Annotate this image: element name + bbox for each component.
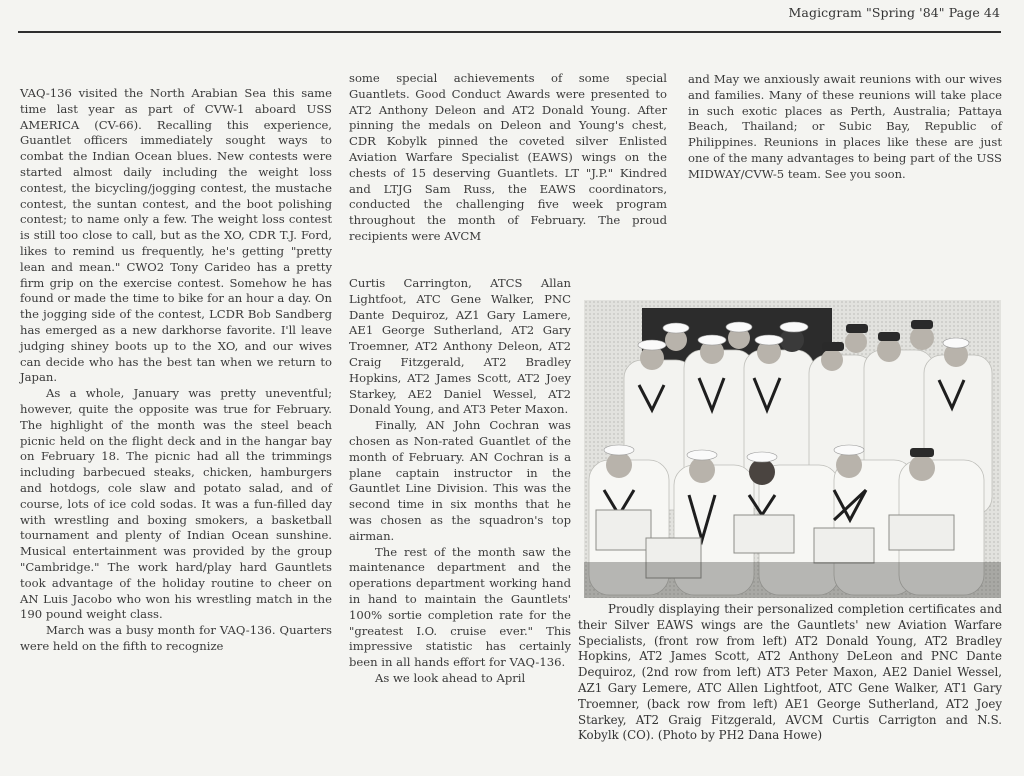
article-column-2 [349,276,571,687]
paragraph: Finally, AN John Cochran was chosen as Non-rated Guantlet of the month of February. AN Cochran is a plane captain instructor in the Gauntlet Line Division. This was the second time in six months that he was chosen as the squadron's top airman. [349,418,571,543]
certificate [889,515,954,550]
header-rule [18,31,1001,33]
paragraph: March was a busy month for VAQ-136. Quarters were held on the fifth to recognize [20,623,332,653]
photo-caption [578,602,1002,744]
article-column-1 [20,86,332,655]
paragraph: VAQ-136 visited the North Arabian Sea this same time last year as part of CVW-1 aboard USS AMERICA (CV-66). Recalling this experience, Guantlet officers immediately sought ways to combat the Indian Ocean blues. New contests were started almost daily including the weight loss contest, the bicycling/jogging contest, the mustache contest, the suntan contest, and the boot polishing contest; to name only a few. The weight loss contest is still too close to call, but as the XO, CDR T.J. Ford, likes to remind us frequently, he's getting "pretty lean and mean." CWO2 Tony Carideo has a pretty firm grip on the exercise contest. Somehow he has found or made the time to bike for an hour a day. On the jogging side of the contest, LCDR Bob Sandberg has emerged as a new darkhorse favorite. I'll leave judging shiney boots up to the XO, and our wives can decide who has the best tan when we return to Japan. [20,86,332,385]
paragraph: The rest of the month saw the maintenance department and the operations department working hand in hand to maintain the Gauntlets' 100% sortie completion rate for the "greatest I.O. cruise ever." This impressive statistic has certainly been in all hands effort for VAQ-136. [349,544,571,670]
paragraph: and May we anxiously await reunions with our wives and families. Many of these reunions will take place in such exotic places as Perth, Australia; Pattaya Beach, Thailand; or Subic Bay, Republic of Philippines. Reunions in places like these are just one of the many advantages to being part of the USS MIDWAY/CVW-5 team. See you soon. [688,72,1002,181]
certificate [596,510,651,550]
running-header: Magicgram "Spring '84" Page 44 [788,5,1000,20]
caption-text: Proudly displaying their personalized completion certificates and their Silver EAWS wings are the Gauntlets' new Aviation Warfare Specialists, (front row from left) AT2 Donald Young, AT2 Bradley Hopkins, AT2 James Scott, AT2 Anthony DeLeon and PNC Dante Dequiroz, (2nd row from left) AT3 Peter Maxon, AE2 Daniel Wessel, AZ1 Gary Lemere, ATC Allen Lightfoot, ATC Gene Walker, AT1 Gary Troemner, (back row from left) AE1 George Sutherland, AT2 Joey Starkey, AT2 Graig Fitzgerald, AVCM Curtis Carrigton and N.S. Kobylk (CO). (Photo by PH2 Dana Howe) [578,602,1002,743]
group-photo-illustration [584,300,1001,598]
article-column-3 [688,72,1002,183]
paragraph: As we look ahead to April [375,670,526,685]
certificate [814,528,874,563]
article-column-2-top [349,71,667,245]
certificate [734,515,794,553]
paragraph: Curtis Carrington, ATCS Allan Lightfoot, ATC Gene Walker, PNC Dante Dequiroz, AZ1 Gary Lamere, AE1 George Sutherland, AT2 Gary Troemner, AT2 Anthony Deleon, AT2 Craig Fitzgerald, AT2 Bradley Hopkins, AT2 James Scott, AT2 Joey Starkey, AE2 Daniel Wessel, AT2 Donald Young, and AT3 Peter Maxon. [349,276,571,417]
paragraph: some special achievements of some special Guantlets. Good Conduct Awards were presented to AT2 Anthony Deleon and AT2 Donald Young. After pinning the medals on Deleon and Young's chest, CDR Kobylk pinned the coveted silver Enlisted Aviation Warfare Specialist (EAWS) wings on the chests of 15 deserving Guantlets. LT "J.P." Kindred and LTJG Sam Russ, the EAWS coordinators, conducted the challenging five week program throughout the month of February. The proud recipients were AVCM [349,71,667,243]
group-photo [584,300,1001,598]
paragraph: As a whole, January was pretty uneventful; however, quite the opposite was true for February. The highlight of the month was the steel beach picnic held on the flight deck and in the hangar bay on February 18. The picnic had all the trimmings including barbecued steaks, chicken, hamburgers and hotdogs, cole slaw and potato salad, and of course, lots of ice cold sodas. It was a fun-filled day with wrestling and boxing smokers, a basketball tournament and plenty of Indian Ocean sunshine. Musical entertainment was provided by the group "Cambridge." The work hard/play hard Gauntlets took advantage of the holiday routine to cheer on AN Luis Jacobo who won his wrestling match in the 190 pound weight class. [20,386,332,622]
